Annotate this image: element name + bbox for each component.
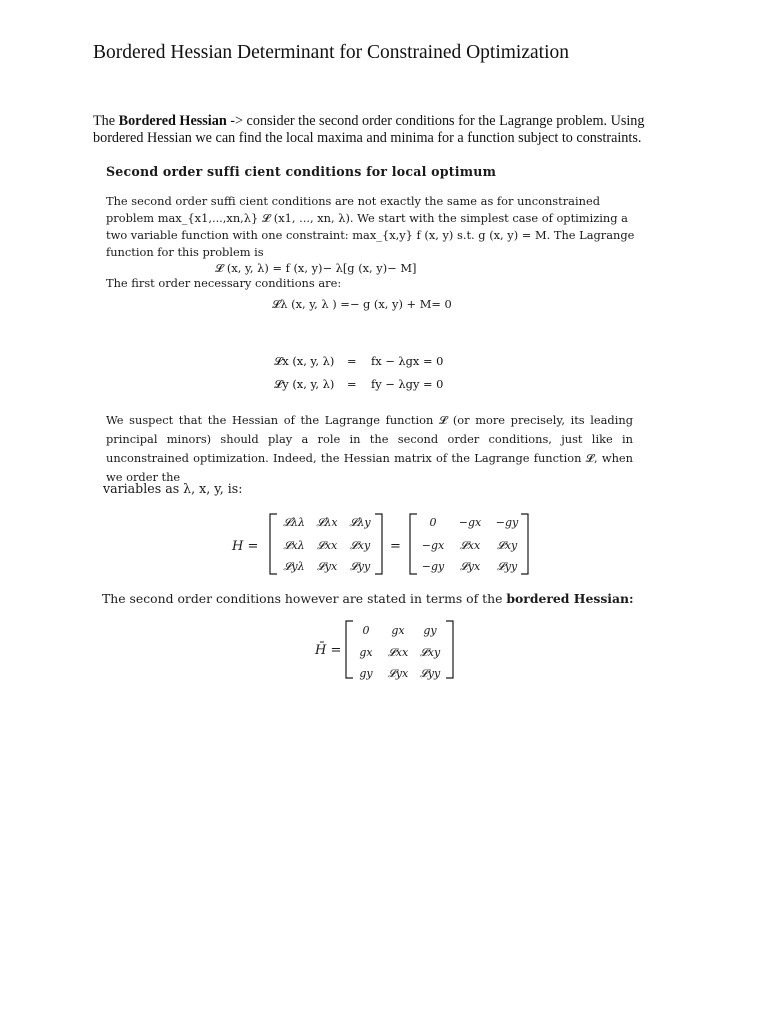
bordered-cell-0-0: 0 — [362, 624, 370, 637]
hessian-right-cell-1-1: 𝓛xx — [459, 539, 481, 552]
hessian-left-cell-1-2: 𝓛xy — [349, 539, 371, 552]
hessian-right-cell-0-0: 0 — [429, 516, 437, 529]
hessian-label: H = — [232, 539, 259, 554]
left-bracket-close — [375, 514, 382, 574]
hessian-left-cell-2-2: 𝓛yy — [349, 560, 371, 573]
bordered-cell-2-1: 𝓛yx — [387, 667, 409, 680]
hessian-left-cell-1-1: 𝓛xx — [316, 539, 338, 552]
foc-y-lhs: 𝓛y (x, y, λ) — [274, 377, 335, 391]
foc-y-rhs: fy − λgy = 0 — [371, 377, 444, 391]
hessian-right-cell-1-0: −gx — [421, 539, 445, 552]
hessian-right-matrix — [422, 516, 519, 573]
page-title: Bordered Hessian Determinant for Constrained Optimization — [93, 42, 569, 63]
foc-lambda-equation: 𝓛λ (x, y, λ ) =− g (x, y) + M= 0 — [272, 297, 452, 311]
right-bracket-open — [410, 514, 417, 574]
bordered-cell-0-1: gx — [391, 624, 405, 637]
closing-prefix: The second order conditions however are stated in terms of the — [102, 591, 507, 606]
lagrange-function-equation: 𝓛 (x, y, λ) = f (x, y)− λ[g (x, y)− M] — [215, 261, 417, 275]
bordered-cell-1-0: gx — [359, 646, 373, 659]
excerpt-paragraph-1: The second order suffi cient conditions are not exactly the same as for unconstrained problem max_{x1,...,xn,λ} 𝓛 (x1, ..., xn, λ). We start with the simplest case of optimizing a two variable function with one constraint: max_{x,y} f (x, y) s.t. g (x, y) = M. The Lagrange function for this problem is — [106, 194, 635, 259]
hessian-equals: = — [390, 539, 401, 554]
hessian-right-cell-2-0: −gy — [421, 560, 445, 573]
hessian-left-cell-0-1: 𝓛λx — [316, 516, 338, 529]
variables-order-text: variables as λ, x, y, is: — [103, 481, 243, 496]
bordered-cell-0-2: gy — [423, 624, 437, 637]
right-bracket-close — [521, 514, 528, 574]
foc-intro-text: The first order necessary conditions are: — [106, 276, 342, 290]
bordered-bracket-close — [446, 621, 453, 678]
hessian-right-cell-0-1: −gx — [458, 516, 482, 529]
left-bracket-open — [270, 514, 277, 574]
bordered-hessian-label: H̄ = — [315, 643, 342, 658]
bordered-hessian-matrix — [359, 624, 441, 680]
bordered-cell-1-1: 𝓛xx — [387, 646, 409, 659]
intro-prefix: The — [93, 113, 119, 129]
intro-bold-term: Bordered Hessian — [118, 113, 227, 129]
closing-bold: bordered Hessian: — [506, 591, 634, 606]
intro-rest: -> consider the second order conditions for the Lagrange problem. Using bordered Hessian we can find the local maxima and minima for a function subject to constraints. — [93, 113, 645, 146]
hessian-left-matrix — [283, 516, 371, 573]
section-heading: Second order suffi cient conditions for local optimum — [106, 164, 497, 179]
bordered-cell-1-2: 𝓛xy — [419, 646, 441, 659]
excerpt-paragraph-2: We suspect that the Hessian of the Lagrange function 𝓛 (or more precisely, its leading principal minors) should play a role in the second order conditions, just like in unconstrained optimization. Indeed, the Hessian matrix of the Lagrange function 𝓛, when we order the — [106, 413, 633, 484]
hessian-left-cell-2-0: 𝓛yλ — [283, 560, 305, 573]
hessian-left-cell-1-0: 𝓛xλ — [283, 539, 305, 552]
foc-x-eq: = — [347, 354, 357, 368]
hessian-left-cell-0-2: 𝓛λy — [349, 516, 371, 529]
bordered-cell-2-2: 𝓛yy — [419, 667, 441, 680]
hessian-right-cell-1-2: 𝓛xy — [496, 539, 518, 552]
foc-y-eq: = — [347, 377, 357, 391]
foc-x-rhs: fx − λgx = 0 — [371, 354, 444, 368]
hessian-right-cell-2-1: 𝓛yx — [459, 560, 481, 573]
foc-x-lhs: 𝓛x (x, y, λ) — [274, 354, 335, 368]
bordered-bracket-open — [346, 621, 353, 678]
hessian-right-cell-0-2: −gy — [495, 516, 519, 529]
closing-sentence — [102, 591, 634, 606]
hessian-left-cell-0-0: 𝓛λλ — [283, 516, 305, 529]
hessian-left-cell-2-1: 𝓛yx — [316, 560, 338, 573]
bordered-cell-2-0: gy — [359, 667, 373, 680]
hessian-right-cell-2-2: 𝓛yy — [496, 560, 518, 573]
